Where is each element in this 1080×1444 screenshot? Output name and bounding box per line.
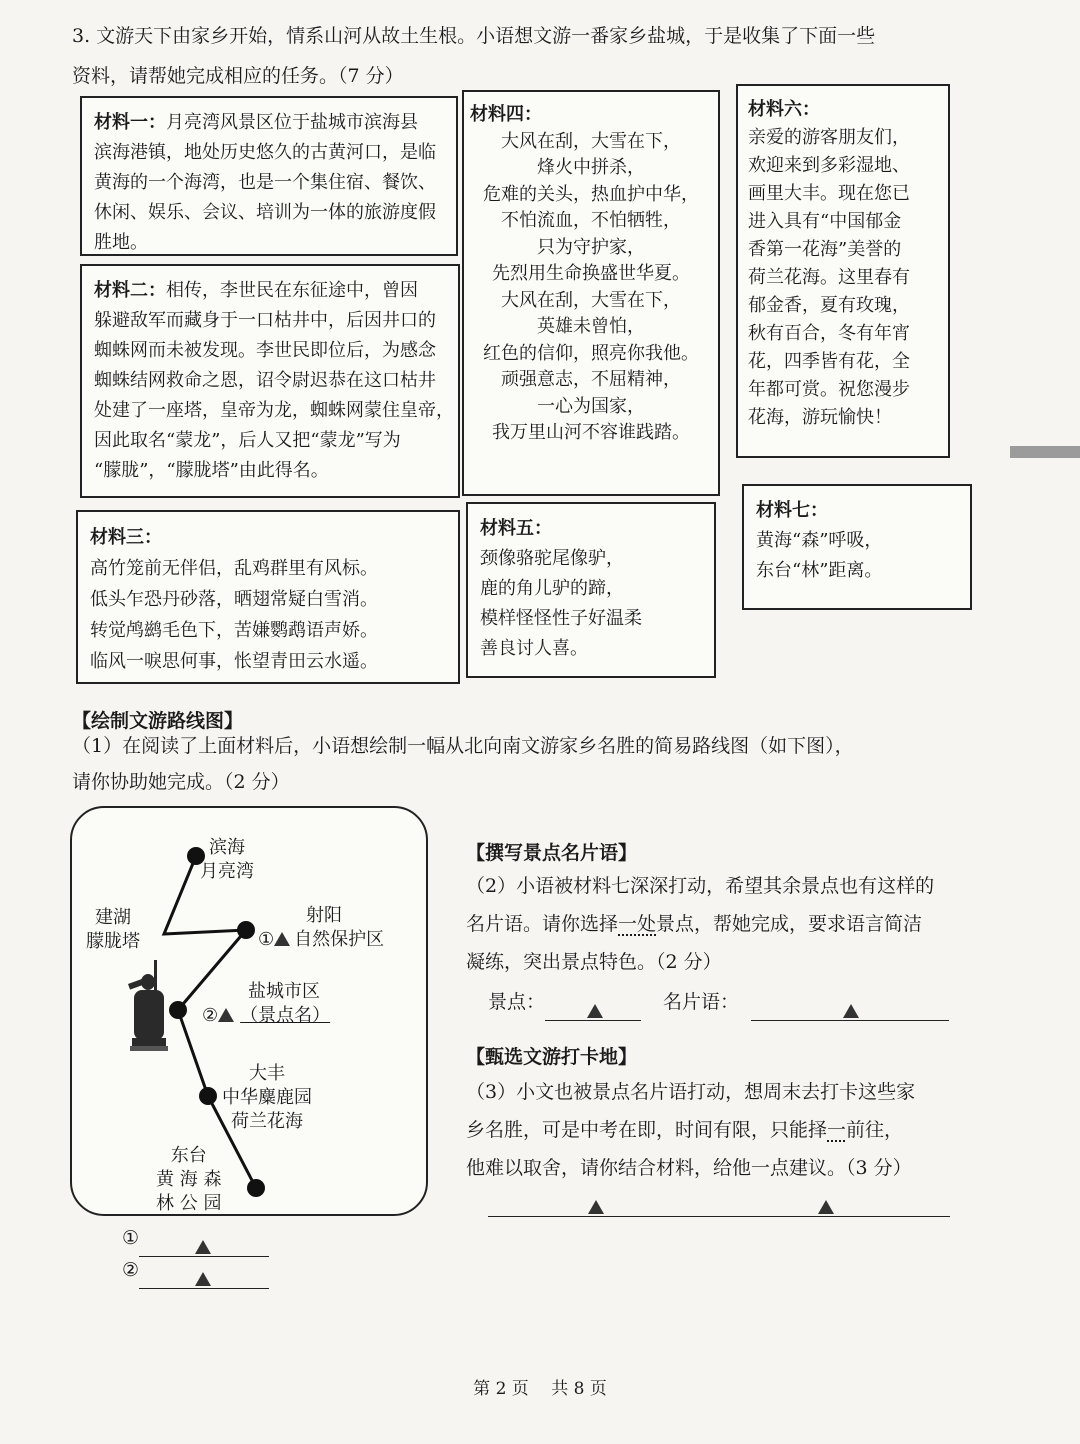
material-4-box: [462, 90, 720, 496]
material-5-line: 善良讨人喜。: [480, 638, 588, 659]
material-6-line: 荷兰花海。这里春有: [748, 267, 910, 288]
map-label-sheyang: [258, 928, 384, 952]
material-2-title: 材料二：: [94, 280, 166, 301]
page-footer: 第 2 页 共 8 页: [473, 1379, 607, 1399]
material-2-line: “朦胧”，“朦胧塔”由此得名。: [94, 460, 329, 481]
material-4-line: 红色的信仰，照亮你我他。: [483, 342, 699, 364]
section-2-line-2: [466, 906, 922, 943]
map-label-sheyang-place: 射阳: [306, 905, 342, 926]
material-7-line: 黄海“森”呼吸，: [756, 530, 883, 551]
material-7-title: 材料七：: [756, 500, 828, 521]
advice-answer-blank[interactable]: [488, 1194, 950, 1217]
map-blank-1-marker: ①: [258, 929, 275, 950]
blank-triangle-icon: [818, 1200, 834, 1214]
material-4-line: 英雄未曾怕，: [537, 316, 645, 337]
material-2-line: 躲避敌军而藏身于一口枯井中，后因井口的: [94, 310, 436, 331]
material-3-line: 低头乍恐丹砂落，晒翅常疑白雪消。: [90, 589, 378, 610]
material-3-line: 临风一唳思何事，怅望青田云水遥。: [90, 651, 378, 672]
soldier-statue-icon: [128, 960, 168, 1051]
scan-edge-mark: [1010, 446, 1080, 458]
material-6-title: 材料六：: [748, 99, 820, 120]
route-map: [70, 806, 428, 1216]
material-5-title: 材料五：: [480, 518, 552, 539]
material-2-line: 蜘蛛网而未被发现。李世民即位后，为感念: [94, 340, 436, 361]
spot-label: 景点：: [488, 991, 546, 1013]
card-label: 名片语：: [663, 991, 740, 1013]
section-3-line-2a: 乡名胜，可是中考在即，时间有限，只能择: [466, 1119, 828, 1141]
emphasis-text: 一: [827, 1119, 847, 1141]
map-label-jianhu: 建湖 朦胧塔: [86, 907, 140, 952]
blank-triangle-icon: [274, 932, 290, 946]
section-3-line-2: [466, 1112, 903, 1149]
map-yancheng-name: （景点名）: [240, 1005, 331, 1026]
material-6-line: 秋有百合，冬有年宵: [748, 323, 910, 344]
route-node-dongtai: [247, 1179, 265, 1197]
material-1-line: 休闲、娱乐、会议、培训为一体的旅游度假: [94, 202, 436, 223]
question-line-2: 资料，请帮她完成相应的任务。（7 分）: [72, 65, 404, 87]
material-6-line: 花，四季皆有花，全: [748, 351, 910, 372]
material-6-line: 亲爱的游客朋友们，: [748, 127, 910, 148]
material-6-line: 郁金香，夏有玫瑰，: [748, 295, 910, 316]
material-5-line: 鹿的角儿驴的蹄，: [480, 578, 624, 599]
map-sheyang-name: 自然保护区: [294, 929, 385, 950]
material-3-line: 转觉鸬鹚毛色下，苦嫌鹦鹉语声娇。: [90, 620, 378, 641]
blank-triangle-icon: [843, 1004, 859, 1018]
spot-input-blank[interactable]: [545, 998, 641, 1021]
map-label-yancheng: [202, 1004, 330, 1028]
material-2-line: 蜘蛛结网救命之恩，诏令尉迟恭在这口枯井: [94, 370, 436, 391]
section-2-line-2b: 景点，帮她完成，要求语言简洁: [656, 913, 923, 935]
map-label-dafeng: 大丰 中华麋鹿园 荷兰花海: [222, 1063, 312, 1132]
section-1-heading: 【绘制文游路线图】: [72, 710, 244, 732]
map-label-yancheng-place: 盐城市区: [248, 981, 320, 1002]
material-1-line: 黄海的一个海湾，也是一个集住宿、餐饮、: [94, 172, 436, 193]
map-blank-2-marker: ②: [202, 1005, 219, 1026]
material-4-line: 危难的关头，热血护中华，: [483, 183, 699, 205]
blank-triangle-icon: [218, 1008, 234, 1022]
material-2-box: [80, 264, 460, 498]
material-3-box: [76, 510, 460, 684]
material-4-line: 不怕流血，不怕牺牲，: [501, 210, 681, 231]
card-input-blank[interactable]: [751, 998, 949, 1021]
material-3-title: 材料三：: [90, 527, 162, 548]
route-node-dafeng: [199, 1087, 217, 1105]
material-5-box: [466, 502, 716, 678]
material-1-box: [80, 96, 458, 256]
spot-answer-row: [488, 984, 949, 1021]
material-2-line: 因此取名“蒙龙”，后人又把“蒙龙”写为: [94, 430, 401, 451]
material-3-line: 高竹笼前无伴侣，乱鸡群里有风标。: [90, 558, 378, 579]
material-4-line: 顽强意志，不屈精神，: [501, 369, 681, 390]
material-1-line: 月亮湾风景区位于盐城市滨海县: [166, 112, 418, 133]
material-4-line: 烽火中拼杀，: [537, 157, 645, 178]
material-4-line: 只为守护家，: [537, 236, 645, 258]
section-2-line-1: （2）小语被材料七深深打动，希望其余景点也有这样的: [466, 875, 935, 897]
section-2-line-3: 凝练，突出景点特色。（2 分）: [466, 951, 722, 973]
blank-triangle-icon: [195, 1272, 211, 1286]
material-2-line: 相传，李世民在东征途中，曾因: [166, 280, 418, 301]
section-3-line-3: 他难以取舍，请你结合材料，给他一点建议。（3 分）: [466, 1157, 912, 1179]
blank-triangle-icon: [587, 1004, 603, 1018]
question-line-1: 3. 文游天下由家乡开始，情系山河从故土生根。小语想文游一番家乡盐城，于是收集了下面一些: [72, 25, 876, 47]
map-answer-2-label: ②: [122, 1259, 140, 1281]
route-node-yancheng: [169, 1001, 187, 1019]
material-1-title: 材料一：: [94, 112, 166, 133]
material-5-line: 模样怪怪性子好温柔: [480, 608, 642, 629]
material-7-line: 东台“林”距离。: [756, 560, 883, 581]
map-answer-2-blank[interactable]: [139, 1266, 269, 1289]
material-2-line: 处建了一座塔，皇帝为龙，蜘蛛网蒙住皇帝，: [94, 400, 454, 421]
section-1-line-2: 请你协助她完成。（2 分）: [72, 771, 290, 793]
material-7-box: [742, 484, 972, 610]
material-6-line: 香第一花海”美誉的: [748, 239, 902, 260]
material-6-line: 进入具有“中国郁金: [748, 211, 902, 232]
material-4-line: 我万里山河不容谁践踏。: [492, 422, 690, 443]
section-3-line-1: （3）小文也被景点名片语打动，想周末去打卡这些家: [466, 1081, 916, 1103]
material-4-line: 大风在刮，大雪在下，: [501, 130, 681, 152]
map-answer-1-label: ①: [122, 1227, 140, 1249]
material-6-line: 年都可赏。祝您漫步: [748, 379, 910, 400]
material-6-line: 欢迎来到多彩湿地、: [748, 155, 910, 176]
material-6-line: 花海，游玩愉快！: [748, 407, 892, 428]
map-label-dongtai: 东台 黄 海 森 林 公 园: [156, 1145, 222, 1214]
section-1-line-1: （1）在阅读了上面材料后，小语想绘制一幅从北向南文游家乡名胜的简易路线图（如下图），: [72, 735, 854, 757]
material-6-box: [736, 84, 950, 458]
material-4-line: 大风在刮，大雪在下，: [501, 289, 681, 311]
material-1-line: 滨海港镇，地处历史悠久的古黄河口，是临: [94, 142, 436, 163]
route-node-sheyang: [237, 921, 255, 939]
section-3-line-2b: 前往，: [846, 1119, 904, 1141]
material-4-title: 材料四：: [470, 104, 542, 125]
material-1-line: 胜地。: [94, 232, 148, 253]
material-4-line: 先烈用生命换盛世华夏。: [492, 263, 690, 284]
material-6-line: 画里大丰。现在您已: [748, 183, 910, 204]
material-5-line: 颈像骆驼尾像驴，: [480, 548, 624, 569]
section-3-heading: 【甄选文游打卡地】: [466, 1046, 638, 1068]
map-label-binhai: 滨海 月亮湾: [200, 837, 254, 882]
section-2-heading: 【撰写景点名片语】: [466, 842, 638, 864]
material-4-line: 一心为国家，: [537, 395, 645, 417]
map-answer-2: [122, 1252, 269, 1289]
blank-triangle-icon: [588, 1200, 604, 1214]
section-2-line-2a: 名片语。请你选择: [466, 913, 619, 935]
emphasis-text: 一处: [618, 913, 657, 935]
